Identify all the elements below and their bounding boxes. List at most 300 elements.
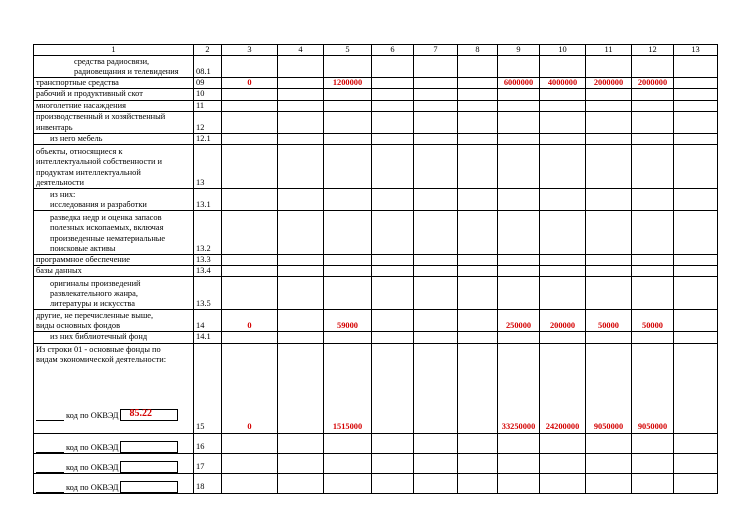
value-cell: [632, 145, 674, 189]
row-label-line: интеллектуальной собственности и: [36, 157, 162, 167]
row-code: 13.1: [194, 189, 222, 211]
value-cell: [278, 78, 324, 89]
row-code: 14.1: [194, 332, 222, 343]
row-code: 18: [194, 473, 222, 493]
value-cell: [414, 453, 458, 473]
value-cell: [222, 111, 278, 133]
okved-label: код по ОКВЭД: [66, 482, 119, 492]
value-cell: [458, 266, 498, 277]
value-cell: [222, 277, 278, 310]
okved-input[interactable]: [120, 441, 178, 453]
row-code: 14: [194, 310, 222, 332]
value-cell: [414, 78, 458, 89]
value-cell: [278, 343, 324, 433]
okved-underline: [36, 464, 64, 473]
value-cell: [372, 332, 414, 343]
value-cell: [222, 473, 278, 493]
value-cell: [498, 133, 540, 144]
value-cell: [372, 89, 414, 100]
okved-row: [34, 343, 718, 433]
okved-underline: [36, 484, 64, 493]
okved-line: [36, 461, 191, 473]
okved-row: [34, 453, 718, 473]
header-cell: 10: [540, 45, 586, 56]
value-cell: [458, 145, 498, 189]
value-cell: [278, 277, 324, 310]
value-cell: [498, 277, 540, 310]
value-cell: [540, 111, 586, 133]
value-cell: [586, 473, 632, 493]
value-cell: [458, 255, 498, 266]
row-label: [34, 111, 194, 133]
value-cell: [278, 133, 324, 144]
value-cell: [586, 100, 632, 111]
value-cell: [458, 78, 498, 89]
value-cell: [414, 100, 458, 111]
value-cell: [632, 189, 674, 211]
value-cell: [414, 255, 458, 266]
value-cell: [674, 56, 718, 78]
value-cell: [498, 100, 540, 111]
value-cell: [586, 255, 632, 266]
value-cell: [540, 453, 586, 473]
table-row: [34, 255, 718, 266]
value-cell: [372, 78, 414, 89]
okved-label-cell: [34, 343, 194, 433]
row-label: [34, 255, 194, 266]
header-row: [34, 45, 718, 56]
row-label-line: объекты, относящиеся к: [36, 147, 123, 157]
value-cell: [540, 189, 586, 211]
value-cell: [632, 433, 674, 453]
value-cell: [372, 100, 414, 111]
value-cell: [324, 433, 372, 453]
value-cell: [632, 111, 674, 133]
table-row: [34, 89, 718, 100]
value-cell: [278, 145, 324, 189]
value-cell: [540, 100, 586, 111]
okved-row: [34, 473, 718, 493]
value-cell: [674, 111, 718, 133]
okved-input[interactable]: [120, 481, 178, 493]
value-cell: [222, 266, 278, 277]
value-cell: [674, 89, 718, 100]
value-cell: [222, 433, 278, 453]
value-cell: [278, 56, 324, 78]
value-cell: [674, 133, 718, 144]
okved-label-cell: [34, 433, 194, 453]
value-cell: [586, 332, 632, 343]
row-label-line: транспортные средства: [36, 78, 119, 88]
value-cell: [414, 433, 458, 453]
value-cell: [324, 277, 372, 310]
value-cell: [458, 453, 498, 473]
header-cell: 9: [498, 45, 540, 56]
row-label-line: из них библиотечный фонд: [50, 332, 148, 342]
value-cell: 33250000: [498, 343, 540, 433]
row-label: [34, 89, 194, 100]
value-cell: 0: [222, 78, 278, 89]
value-cell: [222, 332, 278, 343]
okved-line: [36, 409, 191, 421]
value-cell: [458, 111, 498, 133]
value-cell: [324, 255, 372, 266]
value-cell: [324, 100, 372, 111]
value-cell: [414, 111, 458, 133]
table-row: [34, 56, 718, 78]
value-cell: [540, 133, 586, 144]
okved-label: код по ОКВЭД: [66, 410, 119, 420]
value-cell: 24200000: [540, 343, 586, 433]
row-label-line: поисковые активы: [50, 243, 116, 253]
okved-line: [36, 441, 191, 453]
row-label: [34, 189, 194, 211]
value-cell: [540, 89, 586, 100]
header-cell: 2: [194, 45, 222, 56]
table-row: [34, 332, 718, 343]
value-cell: 1515000: [324, 343, 372, 433]
okved-label: код по ОКВЭД: [66, 462, 119, 472]
value-cell: [278, 310, 324, 332]
value-cell: [632, 133, 674, 144]
table-row: [34, 189, 718, 211]
value-cell: [372, 111, 414, 133]
value-cell: 2000000: [632, 78, 674, 89]
row-label-line: полезных ископаемых, включая: [50, 223, 164, 233]
value-cell: [586, 56, 632, 78]
row-code: 08.1: [194, 56, 222, 78]
value-cell: 0: [222, 343, 278, 433]
value-cell: [278, 266, 324, 277]
value-cell: [540, 145, 586, 189]
value-cell: [414, 343, 458, 433]
okved-value: 85.22: [129, 408, 152, 420]
value-cell: [674, 332, 718, 343]
value-cell: [498, 332, 540, 343]
value-cell: [458, 189, 498, 211]
row-label-line: разведка недр и оценка запасов: [50, 213, 162, 223]
table-row: [34, 277, 718, 310]
value-cell: [414, 211, 458, 255]
value-cell: [414, 473, 458, 493]
value-cell: [372, 189, 414, 211]
row-code: 13.3: [194, 255, 222, 266]
value-cell: [222, 453, 278, 473]
row-label: [34, 277, 194, 310]
value-cell: [498, 211, 540, 255]
okved-underline: [36, 412, 64, 421]
header-cell: 7: [414, 45, 458, 56]
row-label-line: инвентарь: [36, 122, 73, 132]
value-cell: 50000: [586, 310, 632, 332]
row-code: 12: [194, 111, 222, 133]
fixed-assets-table: [33, 44, 718, 494]
header-cell: 5: [324, 45, 372, 56]
okved-intro-line: видам экономической деятельности:: [36, 354, 167, 364]
value-cell: [586, 453, 632, 473]
row-label-line: рабочий и продуктивный скот: [36, 89, 143, 99]
table-row: [34, 78, 718, 89]
value-cell: [372, 473, 414, 493]
value-cell: [458, 332, 498, 343]
row-label-line: оригиналы произведений: [50, 278, 141, 288]
table-row: [34, 310, 718, 332]
value-cell: [674, 189, 718, 211]
row-label-line: радиовещания и телевидения: [74, 67, 179, 76]
value-cell: [324, 111, 372, 133]
value-cell: 6000000: [498, 78, 540, 89]
row-label-line: развлекательного жанра,: [50, 289, 138, 299]
header-cell: 13: [674, 45, 718, 56]
value-cell: [278, 100, 324, 111]
value-cell: [632, 255, 674, 266]
row-code: 16: [194, 433, 222, 453]
value-cell: [458, 89, 498, 100]
value-cell: 59000: [324, 310, 372, 332]
value-cell: [586, 211, 632, 255]
value-cell: [222, 89, 278, 100]
value-cell: 1200000: [324, 78, 372, 89]
value-cell: [372, 453, 414, 473]
value-cell: [458, 211, 498, 255]
value-cell: [278, 473, 324, 493]
value-cell: [458, 433, 498, 453]
row-label-line: программное обеспечение: [36, 255, 130, 265]
row-code: 15: [194, 343, 222, 433]
value-cell: 9050000: [586, 343, 632, 433]
value-cell: [674, 255, 718, 266]
value-cell: [372, 277, 414, 310]
value-cell: [222, 133, 278, 144]
value-cell: [498, 266, 540, 277]
value-cell: [674, 211, 718, 255]
header-cell: 8: [458, 45, 498, 56]
value-cell: [674, 433, 718, 453]
value-cell: [278, 433, 324, 453]
value-cell: [278, 211, 324, 255]
value-cell: [222, 255, 278, 266]
value-cell: 0: [222, 310, 278, 332]
value-cell: [498, 473, 540, 493]
okved-label-cell: [34, 473, 194, 493]
okved-underline: [36, 444, 64, 453]
row-label: [34, 310, 194, 332]
value-cell: [540, 433, 586, 453]
row-label: [34, 266, 194, 277]
row-code: 12.1: [194, 133, 222, 144]
value-cell: [632, 266, 674, 277]
value-cell: [458, 100, 498, 111]
value-cell: [540, 473, 586, 493]
value-cell: [540, 277, 586, 310]
value-cell: [414, 266, 458, 277]
value-cell: [498, 56, 540, 78]
row-code: 11: [194, 100, 222, 111]
row-label-line: средства радиосвязи,: [74, 56, 150, 66]
value-cell: [372, 266, 414, 277]
row-label: [34, 78, 194, 89]
value-cell: [372, 211, 414, 255]
table-row: [34, 211, 718, 255]
row-label-line: многолетние насаждения: [36, 100, 126, 110]
row-label: [34, 332, 194, 343]
value-cell: [458, 133, 498, 144]
value-cell: [632, 277, 674, 310]
value-cell: [674, 310, 718, 332]
value-cell: [324, 133, 372, 144]
row-label-line: базы данных: [36, 266, 82, 276]
value-cell: [278, 89, 324, 100]
value-cell: [632, 332, 674, 343]
value-cell: [458, 343, 498, 433]
row-code: 13: [194, 145, 222, 189]
value-cell: [498, 255, 540, 266]
value-cell: [586, 266, 632, 277]
value-cell: [324, 189, 372, 211]
row-label-line: литературы и искусства: [50, 299, 135, 309]
value-cell: [414, 133, 458, 144]
table-row: [34, 100, 718, 111]
value-cell: [324, 266, 372, 277]
row-code: 17: [194, 453, 222, 473]
value-cell: 200000: [540, 310, 586, 332]
header-cell: 12: [632, 45, 674, 56]
value-cell: [222, 211, 278, 255]
value-cell: [372, 433, 414, 453]
value-cell: [540, 266, 586, 277]
row-code: 13.4: [194, 266, 222, 277]
value-cell: [674, 473, 718, 493]
value-cell: [674, 343, 718, 433]
value-cell: [278, 189, 324, 211]
value-cell: [458, 56, 498, 78]
value-cell: [586, 111, 632, 133]
row-label-line: из него мебель: [50, 133, 103, 143]
value-cell: [586, 433, 632, 453]
header-cell: 4: [278, 45, 324, 56]
value-cell: [498, 89, 540, 100]
value-cell: [540, 255, 586, 266]
value-cell: [278, 332, 324, 343]
value-cell: [674, 453, 718, 473]
value-cell: [586, 145, 632, 189]
value-cell: [674, 277, 718, 310]
value-cell: [278, 255, 324, 266]
okved-input[interactable]: [120, 461, 178, 473]
value-cell: [372, 56, 414, 78]
value-cell: [222, 145, 278, 189]
value-cell: [498, 189, 540, 211]
row-label: [34, 133, 194, 144]
value-cell: [372, 343, 414, 433]
row-label-line: произведенные нематериальные: [50, 233, 166, 243]
header-cell: 6: [372, 45, 414, 56]
value-cell: [222, 56, 278, 78]
value-cell: [324, 145, 372, 189]
table-row: [34, 133, 718, 144]
okved-row: [34, 433, 718, 453]
value-cell: [674, 145, 718, 189]
value-cell: [414, 189, 458, 211]
value-cell: [586, 133, 632, 144]
row-label-line: исследования и разработки: [50, 199, 147, 209]
table-row: [34, 266, 718, 277]
value-cell: [414, 89, 458, 100]
value-cell: [324, 56, 372, 78]
value-cell: [324, 453, 372, 473]
value-cell: [632, 89, 674, 100]
value-cell: [414, 332, 458, 343]
value-cell: [278, 111, 324, 133]
row-label-line: продуктам интеллектуальной: [36, 167, 141, 177]
value-cell: [458, 277, 498, 310]
row-code: 09: [194, 78, 222, 89]
value-cell: [632, 100, 674, 111]
value-cell: [674, 100, 718, 111]
value-cell: [458, 310, 498, 332]
row-label-line: виды основных фондов: [36, 321, 121, 331]
okved-label: код по ОКВЭД: [66, 442, 119, 452]
value-cell: 250000: [498, 310, 540, 332]
value-cell: [414, 56, 458, 78]
row-label-line: другие, не перечисленные выше,: [36, 311, 154, 321]
value-cell: [324, 89, 372, 100]
value-cell: [222, 189, 278, 211]
value-cell: [414, 145, 458, 189]
value-cell: 9050000: [632, 343, 674, 433]
row-code: 10: [194, 89, 222, 100]
header-cell: 11: [586, 45, 632, 56]
row-label-line: из них:: [50, 189, 76, 199]
value-cell: [674, 78, 718, 89]
table-row: [34, 111, 718, 133]
okved-intro-line: Из строки 01 - основные фонды по: [36, 344, 161, 354]
row-label: [34, 211, 194, 255]
value-cell: [632, 473, 674, 493]
value-cell: [674, 266, 718, 277]
okved-line: [36, 481, 191, 493]
okved-label-cell: [34, 453, 194, 473]
value-cell: [498, 453, 540, 473]
header-cell: 1: [34, 45, 194, 56]
table-row: [34, 145, 718, 189]
value-cell: [458, 473, 498, 493]
value-cell: [414, 310, 458, 332]
value-cell: [278, 453, 324, 473]
value-cell: [222, 100, 278, 111]
row-label: [34, 56, 194, 78]
value-cell: [498, 433, 540, 453]
value-cell: [372, 133, 414, 144]
value-cell: [414, 277, 458, 310]
value-cell: [586, 89, 632, 100]
value-cell: [632, 211, 674, 255]
value-cell: [586, 189, 632, 211]
value-cell: [372, 310, 414, 332]
okved-input[interactable]: [120, 409, 178, 421]
row-label-line: деятельности: [36, 177, 84, 187]
value-cell: [372, 145, 414, 189]
value-cell: [540, 211, 586, 255]
row-label: [34, 100, 194, 111]
value-cell: [324, 473, 372, 493]
value-cell: [540, 56, 586, 78]
row-code: 13.2: [194, 211, 222, 255]
value-cell: 4000000: [540, 78, 586, 89]
value-cell: [372, 255, 414, 266]
value-cell: [540, 332, 586, 343]
value-cell: [632, 56, 674, 78]
